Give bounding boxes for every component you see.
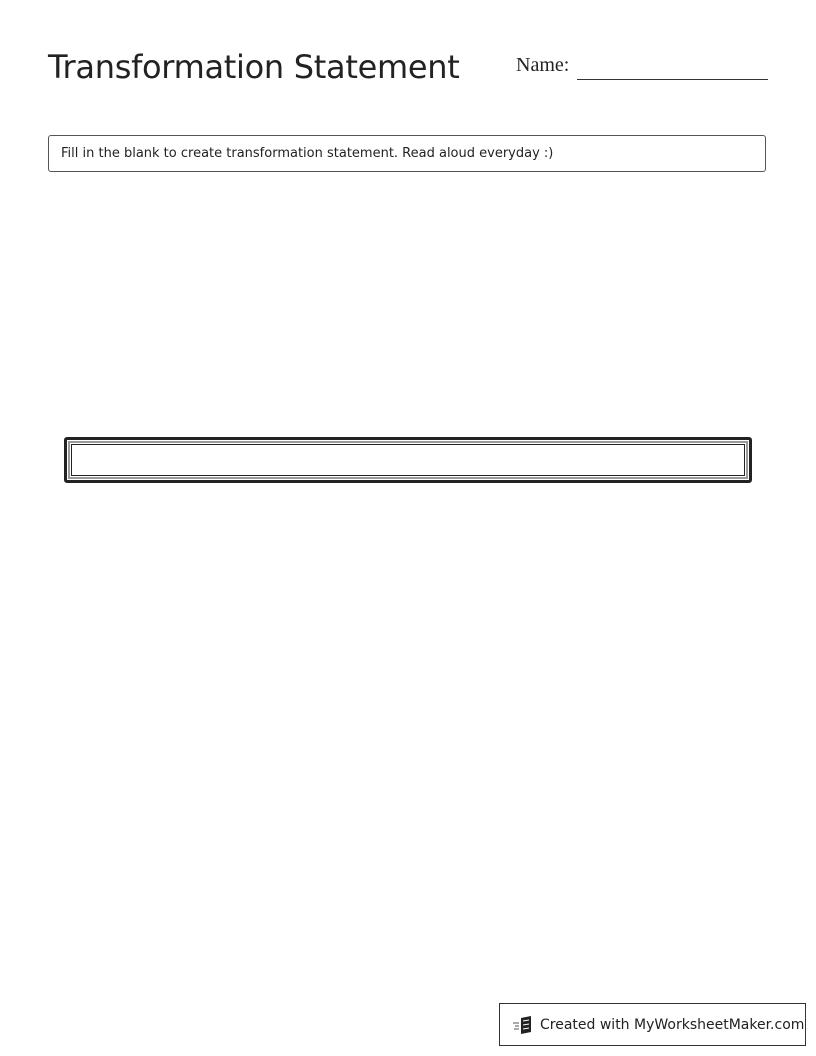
footer-badge [499,1003,806,1046]
answer-box-inner-border [68,441,748,479]
name-label: Name: [516,54,570,76]
answer-box-inner-line [71,444,745,476]
worksheet-maker-logo-icon [512,1015,534,1035]
instructions-box: Fill in the blank to create transformation statement. Read aloud everyday :) [48,135,766,172]
page-title: Transformation Statement [48,48,460,86]
answer-box[interactable] [64,437,752,483]
name-blank-line[interactable] [577,79,768,80]
footer-text: Created with MyWorksheetMaker.com [540,1016,805,1033]
